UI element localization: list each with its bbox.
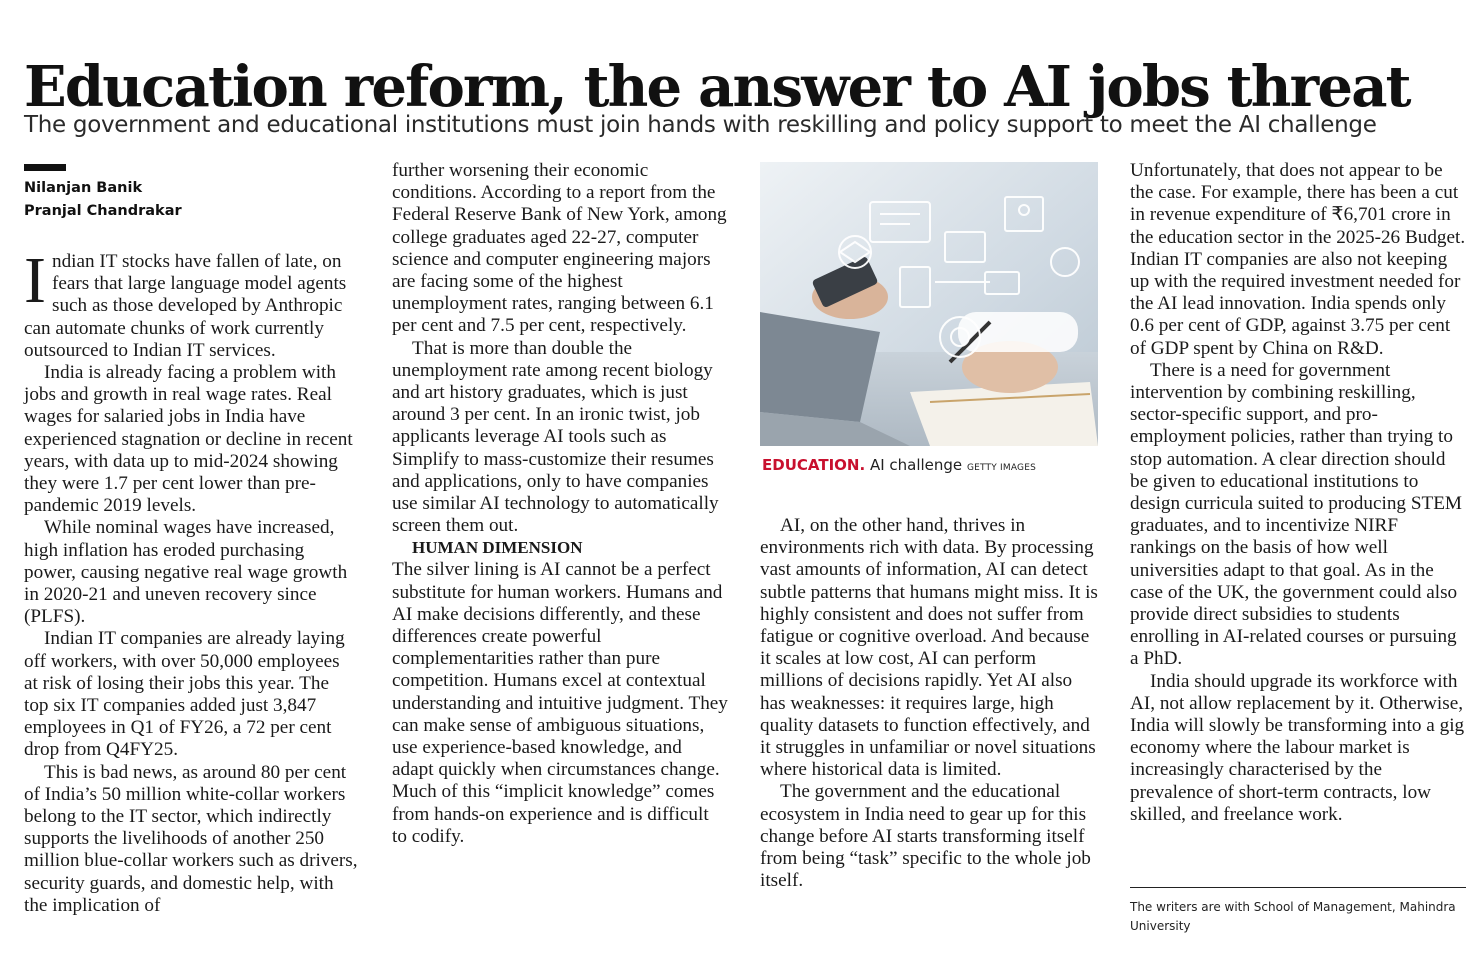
- paragraph: This is bad news, as around 80 per cent of India’s 50 million white-collar workers belong to the IT sector, which indirectly supports the livelihoods of another 250 million blue-collar workers such as drivers, security guards, and domestic help, with the implication of: [24, 761, 358, 916]
- drop-cap: I: [24, 244, 46, 317]
- paragraph: That is more than double the unemployment rate among recent biology and art history graduates, which is just around 3 per cent. In an ironic twist, job applicants leverage AI tools such as Simplify to mass-customize their resumes and applications, only to have companies use similar AI technology to automatically screen them out.: [392, 337, 719, 537]
- paragraph: Indian IT stocks have fallen of late, on fears that large language model agents such as those developed by Anthropic can automate chunks of work currently outsourced to Indian IT services.: [24, 244, 347, 361]
- paragraph: Unfortunately, that does not appear to be the case. For example, there has been a cut in revenue expenditure of ₹6,701 crore in the education sector in the 2025-26 Budget. Indian IT companies are also not keeping up with the required investment needed for the AI lead innovation. India spends only 0.6 per cent of GDP, against 3.75 per cent of GDP spent by China on R&D.: [1130, 160, 1466, 359]
- author-2: Pranjal Chandrakar: [24, 203, 182, 219]
- photo-credit: GETTY IMAGES: [966, 463, 1037, 473]
- article-photo: [760, 162, 1098, 446]
- paragraph: Indian IT companies are already laying off workers, with over 50,000 employees at risk of losing their jobs this year. The top six IT companies added just 3,847 employees in Q1 of FY26, a 72 per cent drop from Q4FY25.: [24, 628, 345, 761]
- paragraph: further worsening their economic conditions. According to a report from the Federal Reserve Bank of New York, among college graduates aged 22-27, computer science and computer engineering majors are facing some of the highest unemployment rates, ranging between 6.1 per cent and 7.5 per cent, respectively.: [392, 160, 727, 337]
- photo-caption: [762, 456, 1036, 474]
- paragraph: AI, on the other hand, thrives in environments rich with data. By processing vast amounts of information, AI can detect subtle patterns that humans might miss. It is highly consistent and does not suffer from fatigue or cognitive overload. And because it scales at low cost, AI can perform millions of decisions rapidly. Yet AI also has weaknesses: it requires large, high quality datasets to function effectively, and it struggles in unfamiliar or novel situations where historical data is limited.: [760, 515, 1098, 781]
- caption-text: AI challenge: [869, 456, 963, 474]
- column-2: [392, 160, 728, 848]
- paragraph: There is a need for government intervention by combining reskilling, sector-specific support, and pro-employment policies, rather than trying to stop automation. A clear direction should be given to educational institutions to design curricula suited to producing STEM graduates, and to incentivize NIRF rankings on the basis of how well universities adapt to that goal. As in the case of the UK, the government could also provide direct subsidies to students enrolling in AI-related courses or pursuing a PhD.: [1130, 359, 1462, 670]
- column-3: [760, 515, 1100, 892]
- paragraph: India is already facing a problem with jobs and growth in real wage rates. Real wages for salaried jobs in India have experienced stagnation or decline in recent years, with data up to mid-2024 showing they were 1.7 per cent lower than pre-pandemic 2019 levels.: [24, 362, 353, 517]
- byline-rule: [24, 164, 66, 171]
- column-1: [24, 244, 358, 917]
- headline: Education reform, the answer to AI jobs threat: [24, 53, 1410, 120]
- paragraph: The silver lining is AI cannot be a perfect substitute for human workers. Humans and AI make decisions differently, and these differences create powerful complementarities rather than pure competition. Humans excel at contextual understanding and intuitive judgment. They can make sense of ambiguous situations, use experience-based knowledge, and adapt quickly when circumstances change. Much of this “implicit knowledge” comes from hands-on experience and is difficult to codify.: [392, 559, 728, 847]
- subhead: HUMAN DIMENSION: [412, 538, 583, 558]
- column-4: [1130, 160, 1468, 826]
- caption-label: EDUCATION.: [762, 456, 866, 474]
- author-1: Nilanjan Banik: [24, 180, 143, 196]
- paragraph: The government and the educational ecosystem in India need to gear up for this change before AI starts transforming itself from being “task” specific to the whole job itself.: [760, 781, 1091, 892]
- paragraph: India should upgrade its workforce with AI, not allow replacement by it. Otherwise, India will slowly be transforming into a gig economy where the labour market is increasingly characterised by the prevalence of short-term contracts, low skilled, and freelance work.: [1130, 670, 1465, 825]
- photo-illustration: [760, 162, 1098, 446]
- author-footnote: The writers are with School of Management, Mahindra University: [1130, 900, 1456, 933]
- paragraph: While nominal wages have increased, high inflation has eroded purchasing power, causing negative real wage growth in 2020-21 and uneven recovery since (PLFS).: [24, 517, 348, 628]
- footnote-rule: [1130, 887, 1466, 888]
- deck: The government and educational institutions must join hands with reskilling and policy support to meet the AI challenge: [24, 112, 1377, 138]
